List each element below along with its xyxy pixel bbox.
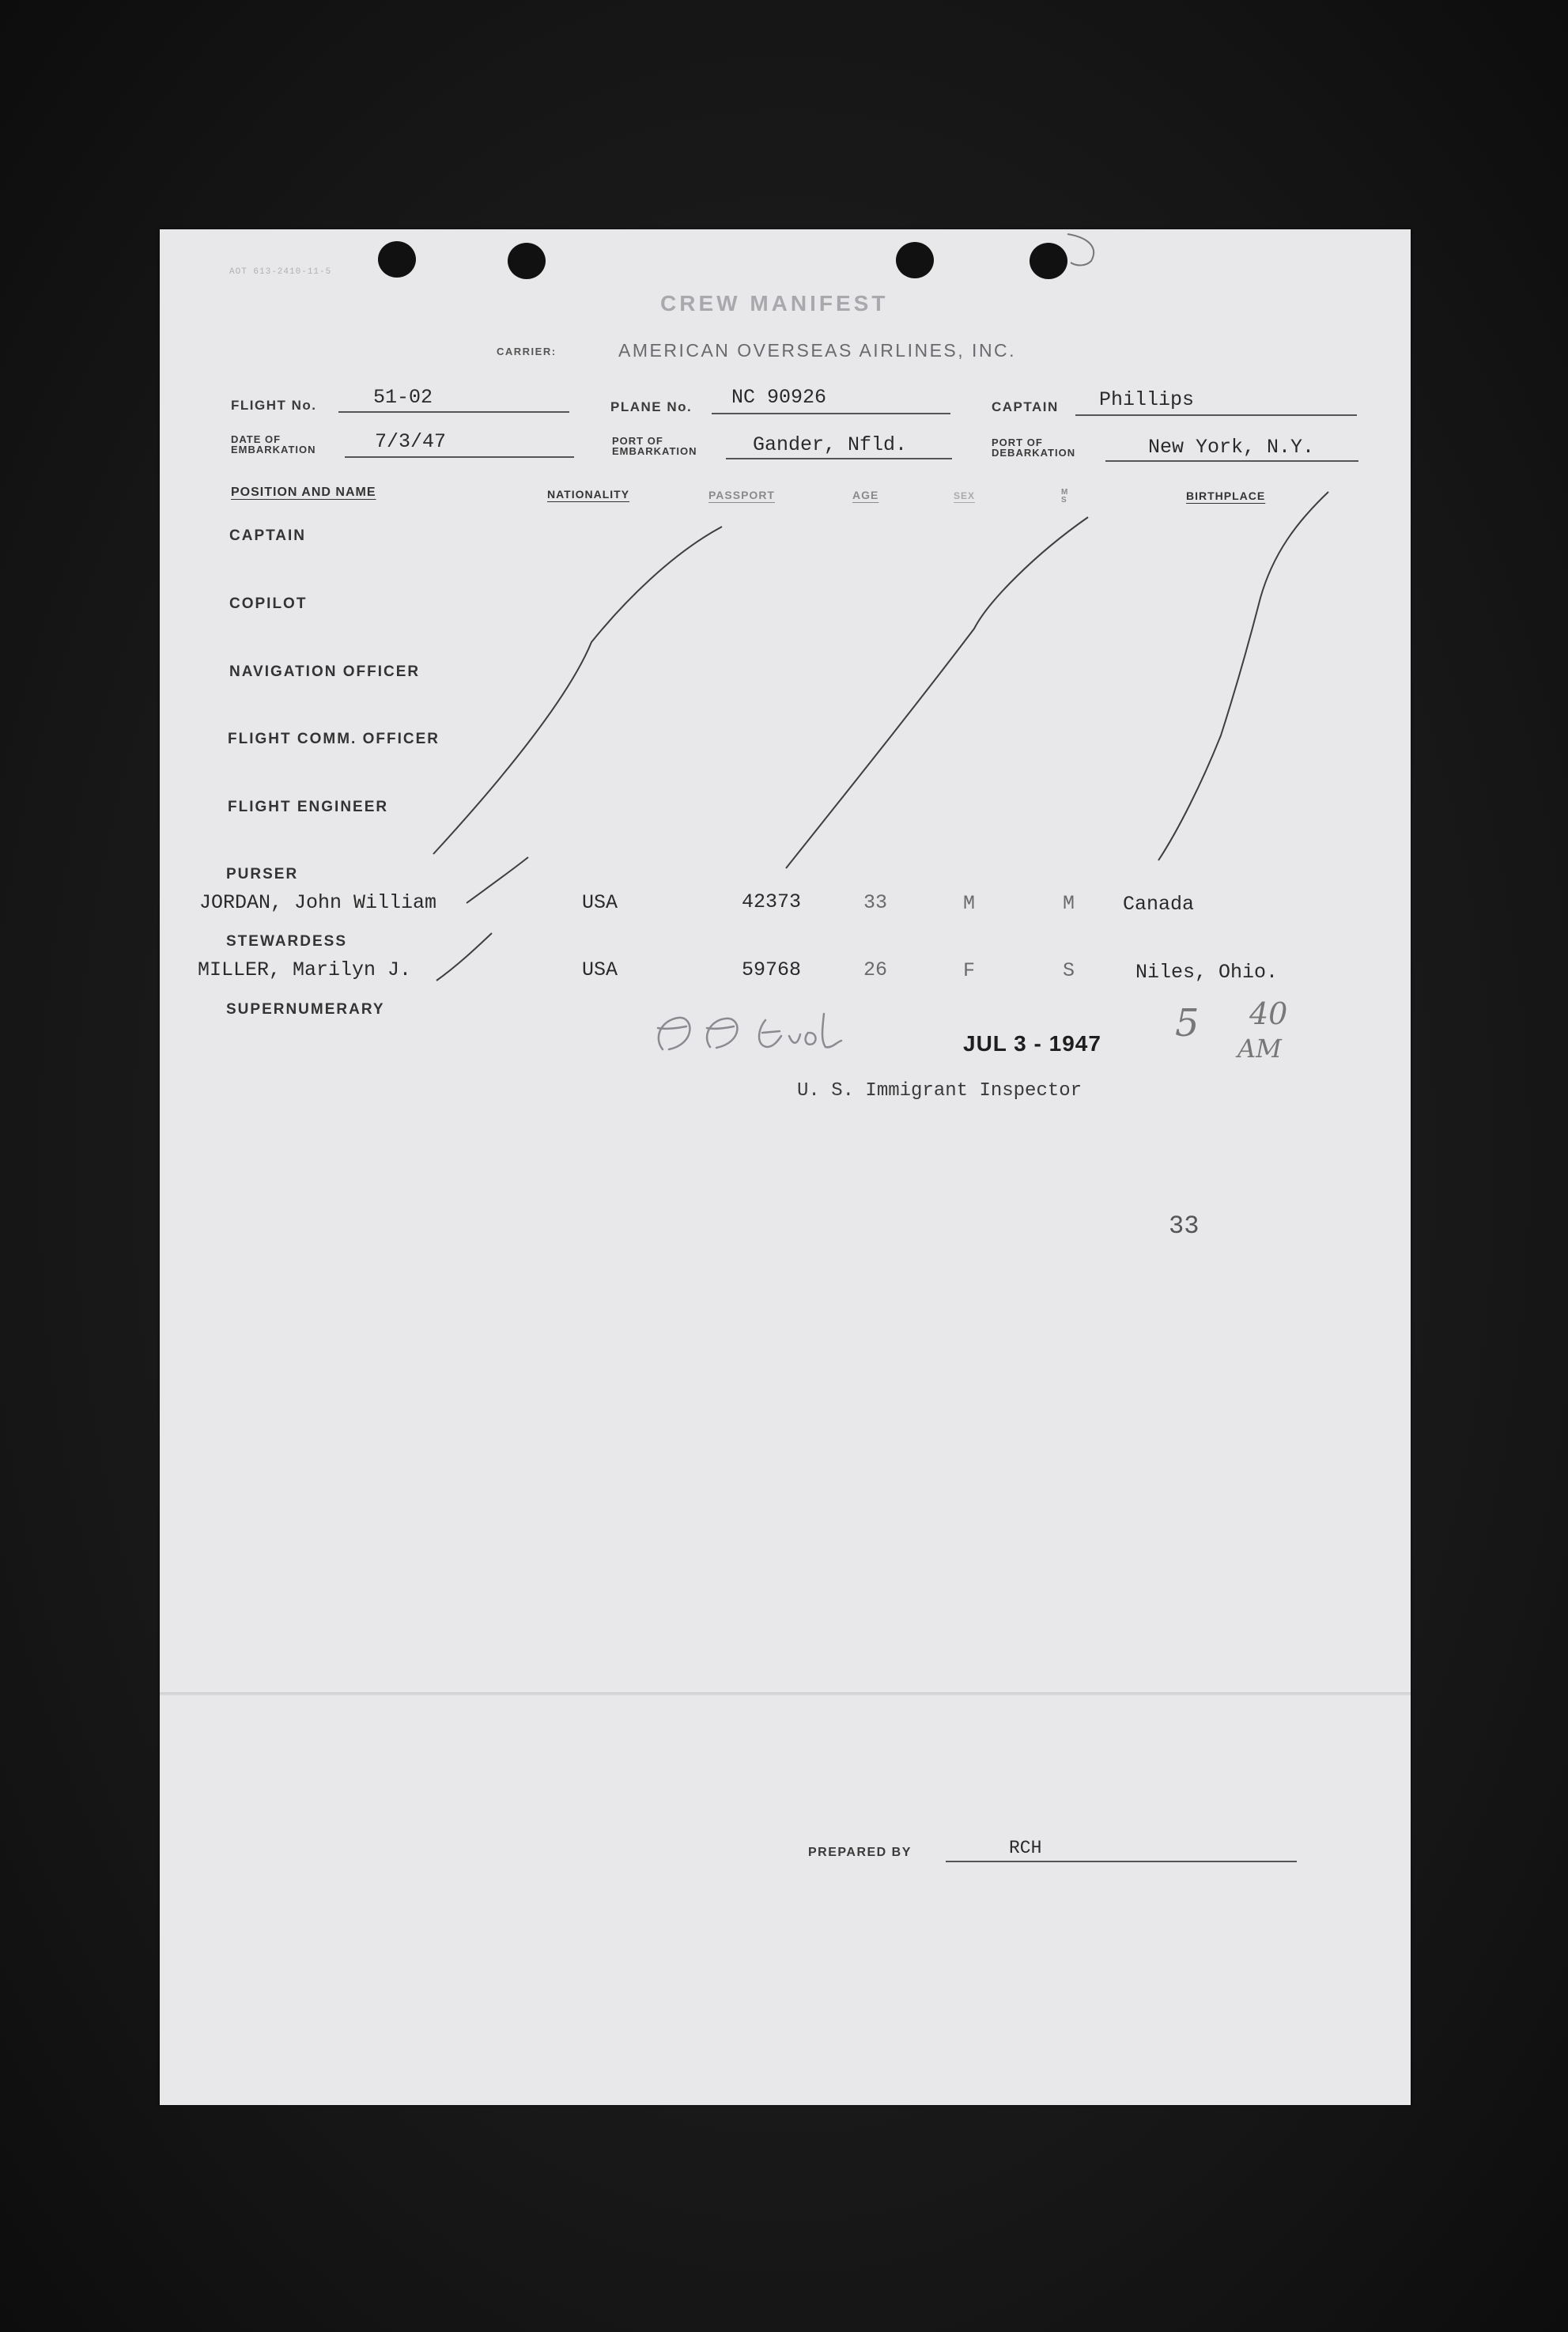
date-label-line1: DATE OF xyxy=(231,433,281,445)
paper-fold xyxy=(160,1692,1411,1695)
port-embarkation-label xyxy=(612,436,697,456)
carrier-label: CARRIER: xyxy=(497,346,557,357)
prepared-by-line xyxy=(946,1861,1297,1862)
col-nationality: NATIONALITY xyxy=(547,488,630,501)
inspection-stamp-date: JUL 3 - 1947 xyxy=(963,1031,1101,1056)
carrier-name: AMERICAN OVERSEAS AIRLINES, INC. xyxy=(618,340,1017,361)
manifest-sheet xyxy=(160,229,1411,2105)
port-emb-line1: PORT OF xyxy=(612,435,663,447)
date-label-line2: EMBARKATION xyxy=(231,444,316,455)
flight-no-line xyxy=(338,411,569,413)
form-number: AOT 613-2410-11-5 xyxy=(229,267,332,277)
plane-no-label: PLANE No. xyxy=(610,399,693,414)
time-hour: 5 xyxy=(1175,1001,1200,1045)
punch-hole xyxy=(896,242,934,278)
plane-no-value: NC 90926 xyxy=(731,386,827,409)
position-stewardess: STEWARDESS xyxy=(226,933,348,950)
page-number: 33 xyxy=(1169,1211,1200,1241)
crew-marital: S xyxy=(1063,959,1075,982)
flight-no-label: FLIGHT No. xyxy=(231,398,317,413)
crew-nationality: USA xyxy=(582,891,618,914)
captain-label: CAPTAIN xyxy=(992,399,1059,414)
punch-hole xyxy=(378,241,416,278)
date-value: 7/3/47 xyxy=(375,430,447,453)
port-debarkation-value: New York, N.Y. xyxy=(1148,436,1315,459)
flight-no-value: 51-02 xyxy=(373,386,433,409)
punch-hole xyxy=(508,243,546,279)
inspector-signature xyxy=(647,1006,892,1061)
page-title: CREW MANIFEST xyxy=(660,291,889,316)
port-debarkation-label xyxy=(992,437,1075,458)
crew-sex: F xyxy=(963,959,976,982)
port-deb-line2: DEBARKATION xyxy=(992,447,1076,459)
col-birthplace: BIRTHPLACE xyxy=(1186,489,1266,502)
crew-passport: 42373 xyxy=(742,890,802,913)
port-deb-line xyxy=(1105,460,1358,462)
crew-sex: M xyxy=(963,892,976,915)
prepared-by-label: PREPARED BY xyxy=(808,1846,912,1859)
crew-name: JORDAN, John William xyxy=(199,891,437,914)
position-supernumerary: SUPERNUMERARY xyxy=(226,1001,385,1018)
punch-hole xyxy=(1030,243,1067,279)
position-purser: PURSER xyxy=(226,866,299,883)
position-flight-engineer: FLIGHT ENGINEER xyxy=(228,799,389,815)
captain-value: Phillips xyxy=(1099,388,1195,411)
prepared-by-value: RCH xyxy=(1009,1838,1042,1858)
crew-age: 26 xyxy=(863,958,888,981)
inspector-title: U. S. Immigrant Inspector xyxy=(797,1080,1082,1102)
crew-name: MILLER, Marilyn J. xyxy=(198,958,412,981)
col-passport: PASSPORT xyxy=(708,489,775,501)
crew-birthplace: Canada xyxy=(1123,893,1195,916)
plane-no-line xyxy=(712,413,950,414)
captain-line xyxy=(1075,414,1357,416)
position-flight-comm-officer: FLIGHT COMM. OFFICER xyxy=(228,731,440,747)
col-sex: SEX xyxy=(954,490,976,501)
position-navigation-officer: NAVIGATION OFFICER xyxy=(229,663,421,680)
col-position-and-name: POSITION AND NAME xyxy=(231,486,376,499)
port-emb-line2: EMBARKATION xyxy=(612,445,697,457)
col-age: AGE xyxy=(852,489,879,501)
date-line xyxy=(345,456,574,458)
col-marital: M S xyxy=(1061,488,1069,505)
crew-age: 33 xyxy=(863,891,888,914)
crew-passport: 59768 xyxy=(742,958,802,981)
crew-nationality: USA xyxy=(582,958,618,981)
port-emb-line xyxy=(726,458,952,459)
time-period: AM xyxy=(1237,1034,1282,1064)
crew-birthplace: Niles, Ohio. xyxy=(1135,961,1279,984)
time-minutes: 40 xyxy=(1249,996,1288,1031)
port-deb-line1: PORT OF xyxy=(992,437,1043,448)
date-embarkation-label xyxy=(231,434,316,455)
position-captain: CAPTAIN xyxy=(229,527,307,544)
position-copilot: COPILOT xyxy=(229,595,308,612)
crew-marital: M xyxy=(1063,892,1075,915)
port-embarkation-value: Gander, Nfld. xyxy=(753,433,908,456)
